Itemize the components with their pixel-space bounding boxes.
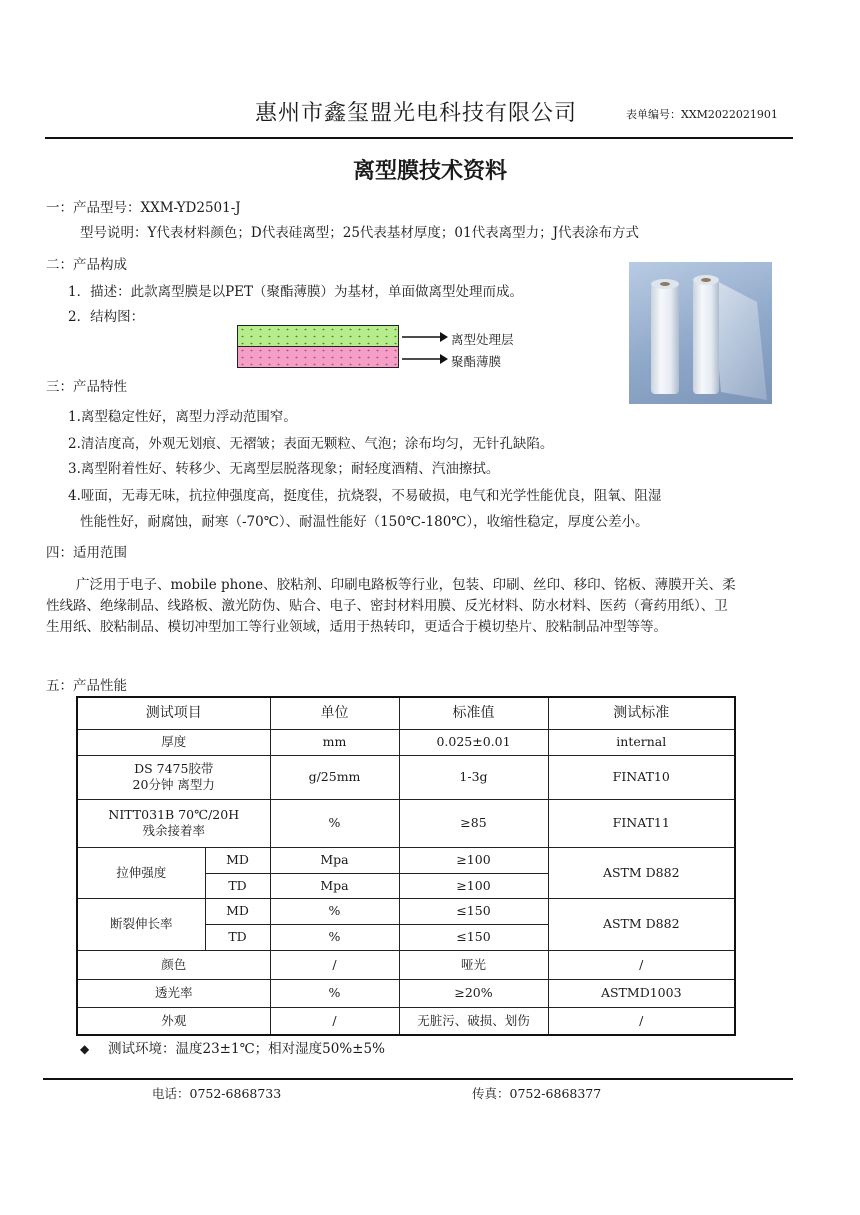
- transmittance-item: 透光率: [77, 979, 270, 1007]
- feature-item: 2.清洁度高，外观无划痕、无褶皱；表面无颗粒、气泡；涂布均匀，无针孔缺陷。: [68, 436, 554, 452]
- elongation-standard: ASTM D882: [548, 898, 735, 950]
- tensile-td-dir: TD: [205, 873, 270, 898]
- appearance-standard: /: [548, 1007, 735, 1035]
- release-force-unit: g/25mm: [270, 755, 399, 799]
- color-value: 哑光: [399, 950, 548, 979]
- residual-adhesion-item: [77, 799, 270, 847]
- residual-adhesion-unit: %: [270, 799, 399, 847]
- elongation-md-unit: %: [270, 898, 399, 924]
- tensile-md-dir: MD: [205, 847, 270, 873]
- table-row: [77, 898, 735, 924]
- footer-phone: 电话：0752-6868733: [152, 1086, 282, 1101]
- transmittance-value: ≥20%: [399, 979, 548, 1007]
- elongation-md-value: ≤150: [399, 898, 548, 924]
- header-standard-value: 标准值: [399, 697, 548, 729]
- thickness-standard: internal: [548, 729, 735, 755]
- tensile-standard: ASTM D882: [548, 847, 735, 898]
- residual-adhesion-item-line1: NITT031B 70℃/20H: [108, 807, 240, 822]
- color-standard: /: [548, 950, 735, 979]
- elongation-item: 断裂伸长率: [77, 898, 205, 950]
- section1-heading: 一：产品型号：XXM-YD2501-J: [46, 200, 241, 216]
- header-divider: [45, 137, 793, 139]
- structure-arrows: [400, 326, 450, 370]
- performance-table: [76, 696, 736, 1036]
- header-test-standard: 测试标准: [548, 697, 735, 729]
- footer-divider: [43, 1078, 793, 1080]
- composition-item-2: 2．结构图：: [68, 309, 145, 325]
- release-force-item-line1: DS 7475胶带: [134, 761, 214, 776]
- form-number: 表单编号：XXM2022021901: [626, 108, 778, 121]
- thickness-item: 厚度: [77, 729, 270, 755]
- transmittance-standard: ASTMD1003: [548, 979, 735, 1007]
- elongation-td-value: ≤150: [399, 924, 548, 950]
- release-force-item-line2: 20分钟 离型力: [132, 777, 215, 792]
- feature-item-continued: 性能性好，耐腐蚀，耐寒（-70℃）、耐温性能好（150℃-180℃），收缩性稳定，厚度公差小。: [80, 514, 649, 530]
- release-force-item: [77, 755, 270, 799]
- transmittance-unit: %: [270, 979, 399, 1007]
- section2-heading: 二：产品构成: [46, 257, 127, 273]
- composition-item-1: 1．描述：此款离型膜是以PET（聚酯薄膜）为基材，单面做离型处理而成。: [68, 284, 524, 300]
- tensile-td-value: ≥100: [399, 873, 548, 898]
- application-scope-text: 广泛用于电子、mobile phone、胶粘剂、印刷电路板等行业，包装、印刷、丝印、移印、铭板、薄膜开关、柔性线路、绝缘制品、线路板、激光防伪、贴合、电子、密封材料用膜、反光材料、防水材料、医药（膏药用纸）、卫生用纸、胶粘制品、模切冲型加工等行业领域，适用于热转印，更适合于模切垫片、胶粘制品冲型等等。: [46, 577, 736, 635]
- tensile-strength-item: 拉伸强度: [77, 847, 205, 898]
- tensile-td-unit: Mpa: [270, 873, 399, 898]
- pet-film-layer-swatch: [237, 346, 399, 368]
- feature-item: 1.离型稳定性好，离型力浮动范围窄。: [68, 409, 297, 425]
- footer-fax: 传真：0752-6868377: [472, 1086, 602, 1101]
- table-header-row: [77, 697, 735, 729]
- film-rolls-image: [629, 262, 772, 404]
- table-row: [77, 729, 735, 755]
- release-layer-swatch: [237, 325, 399, 347]
- section5-heading: 五：产品性能: [46, 678, 127, 694]
- table-row: [77, 755, 735, 799]
- release-layer-label: 离型处理层: [451, 332, 514, 347]
- color-unit: /: [270, 950, 399, 979]
- model-description: 型号说明：Y代表材料颜色；D代表硅离型；25代表基材厚度；01代表离型力；J代表涂布方式: [80, 225, 640, 241]
- table-row: [77, 1007, 735, 1035]
- elongation-md-dir: MD: [205, 898, 270, 924]
- section4-heading: 四：适用范围: [46, 545, 127, 561]
- residual-adhesion-item-line2: 残余接着率: [142, 823, 205, 838]
- feature-item: 4.哑面，无毒无味，抗拉伸强度高，挺度佳，抗烧裂，不易破损，电气和光学性能优良，阻氧、阻湿: [68, 488, 662, 504]
- section3-heading: 三：产品特性: [46, 379, 127, 395]
- feature-item: 3.离型附着性好、转移少、无离型层脱落现象；耐轻度酒精、汽油擦拭。: [68, 461, 500, 477]
- tensile-md-unit: Mpa: [270, 847, 399, 873]
- appearance-unit: /: [270, 1007, 399, 1035]
- company-name: 惠州市鑫玺盟光电科技有限公司: [255, 101, 578, 126]
- elongation-td-dir: TD: [205, 924, 270, 950]
- thickness-value: 0.025±0.01: [399, 729, 548, 755]
- document-title: 离型膜技术资料: [352, 158, 507, 184]
- table-row: [77, 950, 735, 979]
- test-environment-note: 测试环境：温度23±1℃；相对湿度50%±5%: [108, 1041, 385, 1057]
- color-item: 颜色: [77, 950, 270, 979]
- appearance-value: 无脏污、破损、划伤: [399, 1007, 548, 1035]
- header-unit: 单位: [270, 697, 399, 729]
- product-photo: [629, 262, 772, 404]
- table-row: [77, 979, 735, 1007]
- elongation-td-unit: %: [270, 924, 399, 950]
- tensile-md-value: ≥100: [399, 847, 548, 873]
- note-bullet-icon: ◆: [80, 1042, 90, 1056]
- release-force-standard: FINAT10: [548, 755, 735, 799]
- table-row: [77, 847, 735, 873]
- header-test-item: 测试项目: [77, 697, 270, 729]
- release-force-value: 1-3g: [399, 755, 548, 799]
- appearance-item: 外观: [77, 1007, 270, 1035]
- residual-adhesion-standard: FINAT11: [548, 799, 735, 847]
- pet-film-label: 聚酯薄膜: [451, 354, 502, 369]
- table-row: [77, 799, 735, 847]
- thickness-unit: mm: [270, 729, 399, 755]
- residual-adhesion-value: ≥85: [399, 799, 548, 847]
